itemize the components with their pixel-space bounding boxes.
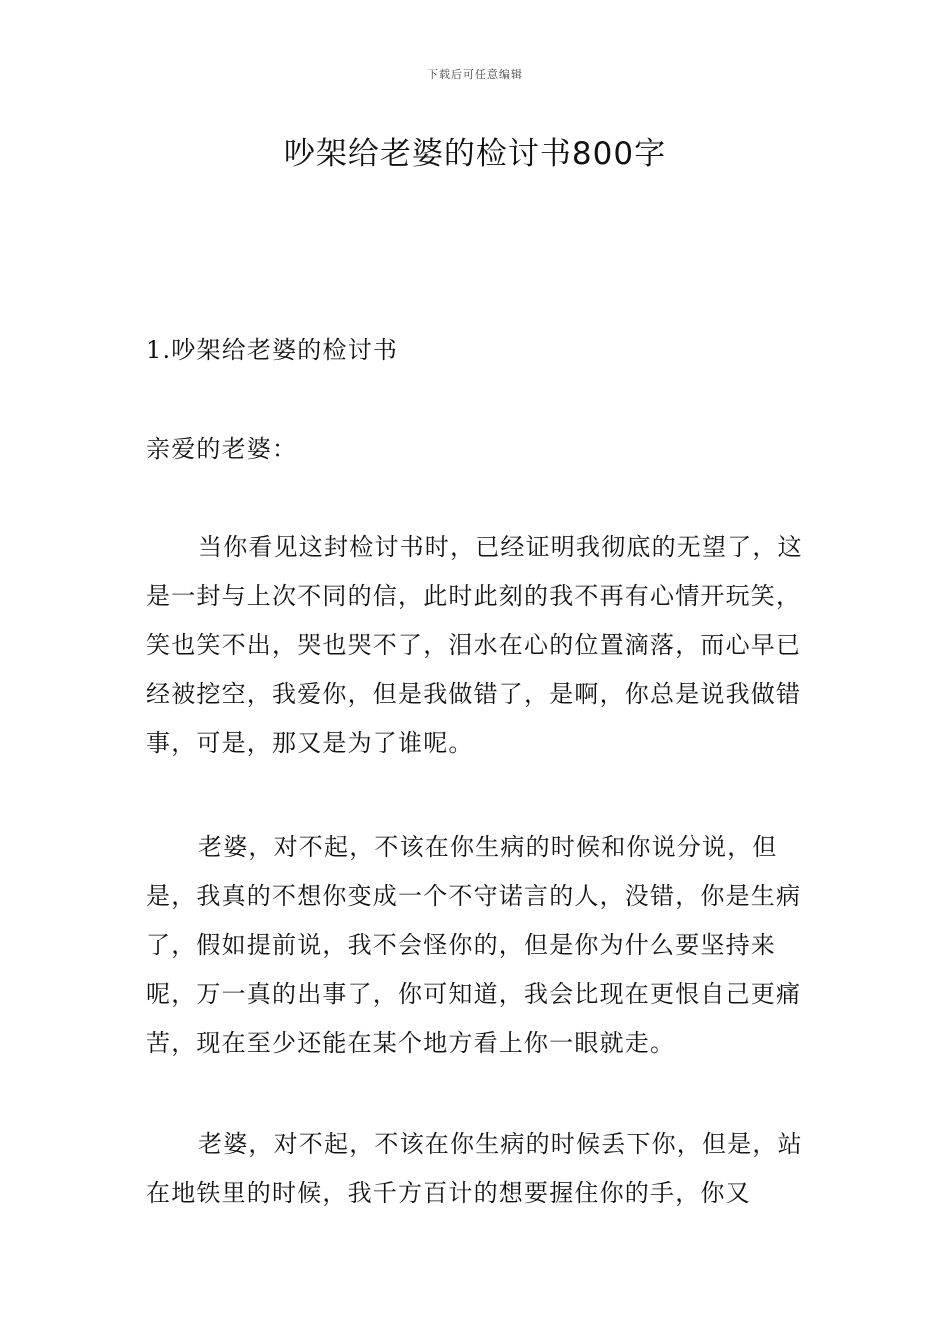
section-heading: 1.吵架给老婆的检讨书 [146, 336, 399, 364]
document-title: 吵架给老婆的检讨书800字 [283, 136, 667, 172]
salutation: 亲爱的老婆： [146, 435, 298, 463]
paragraph-1: 当你看见这封检讨书时，已经证明我彻底的无望了，这是一封与上次不同的信，此时此刻的我不再有心情开玩笑，笑也笑不出，哭也哭不了，泪水在心的位置滴落，而心早已经被挖空，我爱你，但是我做错了，是啊，你总是说我做错事，可是，那又是为了谁呢。 [146, 533, 803, 757]
header-note: 下载后可任意编辑 [427, 68, 523, 81]
paragraph-3: 老婆，对不起，不该在你生病的时候丢下你，但是，站在地铁里的时候，我千方百计的想要握住你的手，你又 [146, 1130, 803, 1207]
paragraph-2: 老婆，对不起，不该在你生病的时候和你说分说，但是，我真的不想你变成一个不守诺言的人，没错，你是生病了，假如提前说，我不会怪你的，但是你为什么要坚持来呢，万一真的出事了，你可知道，我会比现在更恨自己更痛苦，现在至少还能在某个地方看上你一眼就走。 [146, 833, 802, 1057]
